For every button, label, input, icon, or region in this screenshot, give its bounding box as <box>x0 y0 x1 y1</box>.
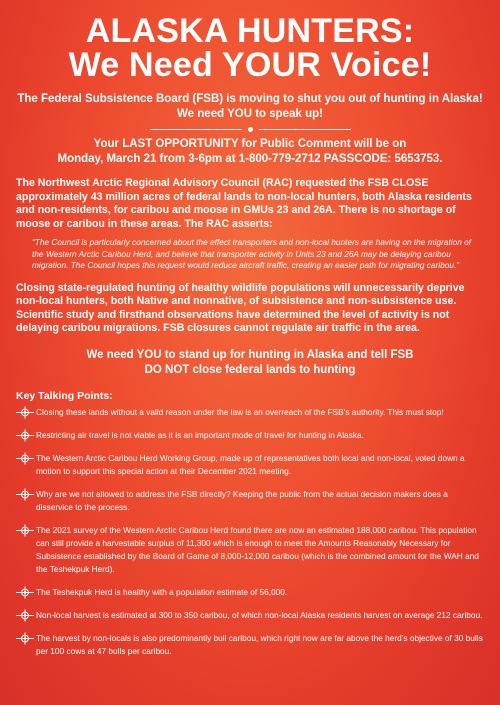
talking-point-text: The harvest by non-locals is also predominantly bull caribou, which right now are far above the herd’s objective of 30 bulls per 100 cows at 47 bulls per caribou. <box>36 632 483 656</box>
talking-point-text: Closing these lands without a valid reason under the law is an overreach of the FSB’s authority. This must stop! <box>36 406 444 417</box>
crosshair-icon <box>16 524 34 537</box>
list-item <box>16 488 484 514</box>
closing-paragraph: Closing state-regulated hunting of healthy wildlife populations will unnecessarily deprive non-local hunters, both Native and nonnative, of subsistence and non-subsistence use. Scientific study and firsthand observations have determined the level of activity is not delaying caribou migrations. FSB closures cannot regulate air traffic in the area. <box>16 281 465 334</box>
list-item <box>16 524 484 576</box>
cta-line-1: We need YOU to stand up for hunting in Alaska and tell FSB <box>86 348 414 361</box>
list-item <box>16 429 484 442</box>
rac-paragraph: The Northwest Arctic Regional Advisory Council (RAC) requested the FSB CLOSE approximately 43 million acres of federal lands to non-local hunters, both Alaska residents and non-residents, for caribou and moose in GMUs 23 and 26A. There is no shortage of moose or caribou in these areas. The RAC asserts: <box>16 177 472 230</box>
talking-points-heading: Key Talking Points: <box>16 389 113 402</box>
talking-point-text: Non-local harvest is estimated at 300 to 350 caribou, of which non-local Alaska residents harvest on average 212 caribou. <box>36 609 483 620</box>
talking-point-text: The 2021 survey of the Western Arctic Caribou Herd found there are now an estimated 188,000 caribou. This population can still provide a harvestable surplus of 11,300 which is enough to meet the Amounts Reasonably Necessary for Subsistence established by the Board of Game of 8,000-12,000 caribou (which is the combined amount for the WAH and the Teshekpuk Herd). <box>36 524 479 574</box>
subtitle-line-2: We need YOU to speak up! <box>177 108 323 120</box>
rac-quote: “The Council is particularly concerned about the effect transporters and non-local hunters are having on the migration of the Western Arctic Caribou Herd, and believe that transporter activity in Units 23 and 26A may be delaying caribou migration. The Council hopes this request would reduce aircraft traffic, creating an easier path for migrating caribou.” <box>32 237 472 270</box>
talking-points-list <box>16 406 484 658</box>
title-line-1: ALASKA HUNTERS: <box>85 12 415 50</box>
divider <box>16 127 484 132</box>
divider-line-left <box>150 129 242 131</box>
notice-line-2: Monday, March 21 from 3-6pm at 1-800-779-2712 PASSCODE: 5653753. <box>57 153 443 165</box>
list-item <box>16 632 484 658</box>
subtitle-line-1: The Federal Subsistence Board (FSB) is moving to shut you out of hunting in Alaska! <box>17 93 483 105</box>
cta-line-2: DO NOT close federal lands to hunting <box>144 363 356 376</box>
list-item <box>16 452 484 478</box>
talking-point-text: The Western Arctic Caribou Herd Working Group, made up of representatives both local and non-local, voted down a motion to support this special action at their December 2021 meeting. <box>36 452 465 476</box>
divider-line-right <box>259 129 351 131</box>
subtitle <box>16 92 484 122</box>
divider-dot <box>248 127 253 132</box>
crosshair-icon <box>16 488 34 501</box>
crosshair-icon <box>16 406 34 419</box>
crosshair-icon <box>16 632 34 645</box>
crosshair-icon <box>16 452 34 465</box>
list-item <box>16 406 484 419</box>
notice-line-1: Your LAST OPPORTUNITY for Public Comment will be on <box>93 138 407 150</box>
title-line-2: We Need YOUR Voice! <box>68 46 432 84</box>
talking-point-text: The Teshekpuk Herd is healthy with a population estimate of 56,000. <box>36 586 288 597</box>
public-comment-notice <box>16 137 484 167</box>
page-title <box>16 14 484 82</box>
talking-point-text: Restricting air travel is not viable as it is an important mode of travel for hunting in Alaska. <box>36 429 364 440</box>
talking-point-text: Why are we not allowed to address the FSB directly? Keeping the public from the actual decision makers does a disservice to the process. <box>36 488 448 512</box>
crosshair-icon <box>16 429 34 442</box>
list-item <box>16 609 484 622</box>
crosshair-icon <box>16 586 34 599</box>
list-item <box>16 586 484 599</box>
call-to-action <box>16 348 484 378</box>
crosshair-icon <box>16 609 34 622</box>
